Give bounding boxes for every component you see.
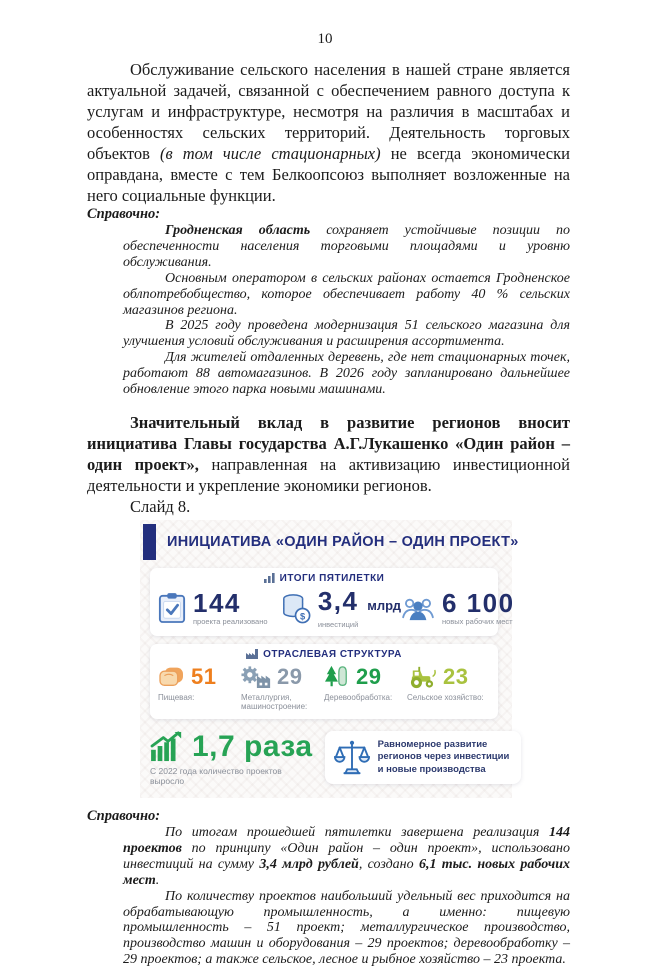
gear-factory-icon <box>241 665 271 689</box>
paragraph-italic-note: (в том числе стационарных) <box>160 144 381 163</box>
region-name: Гродненская область <box>165 223 311 238</box>
balance-card <box>325 731 521 785</box>
sector-metallurgy <box>241 664 324 712</box>
stat-value: 144 <box>193 588 241 619</box>
growth-chart-icon <box>150 731 186 762</box>
infographic-header <box>143 524 519 560</box>
paragraph-text: направленная на активизацию инвестиционной деятельности и укрепление экономики регионов. <box>87 454 570 495</box>
projects-count: 144 проектов <box>123 824 570 856</box>
balance-card-text: Равномерное развитие регионов через инвестиции и новые производства <box>377 738 510 775</box>
results-card-header <box>158 573 490 584</box>
reference-text: По итогам прошедшей пятилетки завершена реализация <box>165 824 549 840</box>
trees-icon <box>324 665 350 689</box>
bread-icon <box>158 665 185 688</box>
reference-text: . <box>155 872 160 888</box>
reference-paragraph: Для жителей отдаленных деревень, где нет стационарных точек, работают 88 автомагазинов. В 2026 году запланировано дальнейшее обновление этого парка новыми машинами. <box>123 350 570 398</box>
bar-chart-icon <box>264 573 275 583</box>
page-content <box>87 59 570 968</box>
reference-paragraph: По количеству проектов наибольший удельный вес приходится на обрабатывающую промышленность, а именно: пищевую промышленность – 51 проект; металлургическое производство, производство машин и оборудования – 29 проектов; деревообработку – 29 проектов; а также сельское, лесное и рыбное хозяйство – 23 проекта. <box>123 888 570 968</box>
stat-value <box>317 585 401 619</box>
reference-block-2 <box>87 808 570 968</box>
scales-icon <box>334 739 370 776</box>
sector-value: 23 <box>443 663 469 689</box>
clipboard-check-icon <box>158 592 186 624</box>
sector-label: Сельское хозяйство: <box>407 692 484 702</box>
reference-text: , создано <box>358 856 419 872</box>
paragraph-text: Обслуживание сельского населения в нашей стране является актуальной задачей, связанной с обеспечением равного доступа к услугам и инфраструктуре, несмотря на различия в масштабах и особенностях сельских территорий. Деятельность торговых объектов <box>87 60 570 163</box>
sectors-header-label: ОТРАСЛЕВАЯ СТРУКТУРА <box>263 648 402 660</box>
stat-investments <box>281 585 401 629</box>
svg-text:$: $ <box>299 611 305 622</box>
growth-value: 1,7 раза <box>192 729 313 763</box>
reference-label: Справочно: <box>87 807 161 824</box>
paragraph-service <box>87 59 570 206</box>
sectors-card <box>150 644 498 719</box>
reference-paragraph: В 2025 году проведена модернизация 51 сельского магазина для улучшения условий обслуживания и расширения ассортимента. <box>123 318 570 350</box>
results-stats-row <box>158 585 515 629</box>
reference-block-1 <box>87 206 570 398</box>
reference-label: Справочно: <box>87 206 161 222</box>
infographic-title: ИНИЦИАТИВА «ОДИН РАЙОН – ОДИН ПРОЕКТ» <box>167 533 519 550</box>
initiative-bold-text: Значительный вклад в развитие регионов вносит инициатива Главы государства А.Г.Лукашенко «Один район – один проект», <box>87 412 570 474</box>
reference-paragraph: Основным оператором в сельских районах остается Гродненское облпотребобщество, которое обеспечивает работу 40 % сельских магазинов региона. <box>123 270 570 318</box>
reference-text: сохраняет устойчивые позиции по обеспеченности населения торговыми площадями и уровню обслуживания. <box>123 223 570 270</box>
reference-body <box>123 223 570 398</box>
results-card <box>150 568 515 636</box>
slide-reference: Слайд 8. <box>130 496 191 516</box>
growth-stat <box>150 731 313 786</box>
jobs-count: 6,1 тыс. новых рабочих мест <box>123 856 570 888</box>
sector-value: 29 <box>277 663 303 689</box>
stat-projects <box>158 588 281 629</box>
coins-icon <box>281 592 311 624</box>
sector-food <box>158 664 241 712</box>
reference-paragraph <box>123 825 570 889</box>
stat-label: проекта реализовано <box>193 617 268 627</box>
stat-unit: млрд <box>367 597 401 613</box>
reference-paragraph <box>123 223 570 271</box>
sector-value: 29 <box>356 663 382 689</box>
stat-jobs <box>401 588 515 629</box>
sector-agriculture <box>407 664 490 712</box>
sector-label: Деревообработка: <box>324 692 393 702</box>
title-accent-bar <box>143 524 156 560</box>
tractor-icon <box>407 665 437 689</box>
reference-body <box>123 825 570 968</box>
paragraph-initiative <box>87 412 570 496</box>
infographic-bottom-row <box>150 729 510 786</box>
sectors-card-header <box>158 649 490 660</box>
stat-number: 3,4 <box>317 585 359 616</box>
stat-value: 6 100 <box>441 588 515 619</box>
stat-label: инвестиций <box>317 619 359 629</box>
growth-caption: С 2022 года количество проектов выросло <box>150 765 282 786</box>
sector-woodworking <box>324 664 407 712</box>
factory-icon <box>246 649 258 659</box>
paragraph-text: не всегда экономически оправдана, вместе с тем Белкоопсоюз выполняет возложенные на него социальные функции. <box>87 144 570 205</box>
sector-label: Металлургия, машиностроение: <box>241 692 308 712</box>
investment-sum: 3,4 млрд рублей <box>259 856 359 872</box>
results-header-label: ИТОГИ ПЯТИЛЕТКИ <box>279 572 385 584</box>
reference-text: по принципу «Один район – один проект», использовано инвестиций на сумму <box>123 840 570 872</box>
page-number: 10 <box>317 31 333 47</box>
sectors-stats-row <box>158 664 490 712</box>
infographic-slide <box>140 520 519 798</box>
stat-label: новых рабочих мест <box>441 617 513 627</box>
sector-value: 51 <box>191 663 217 689</box>
sector-label: Пищевая: <box>158 692 195 702</box>
people-icon <box>401 595 435 621</box>
